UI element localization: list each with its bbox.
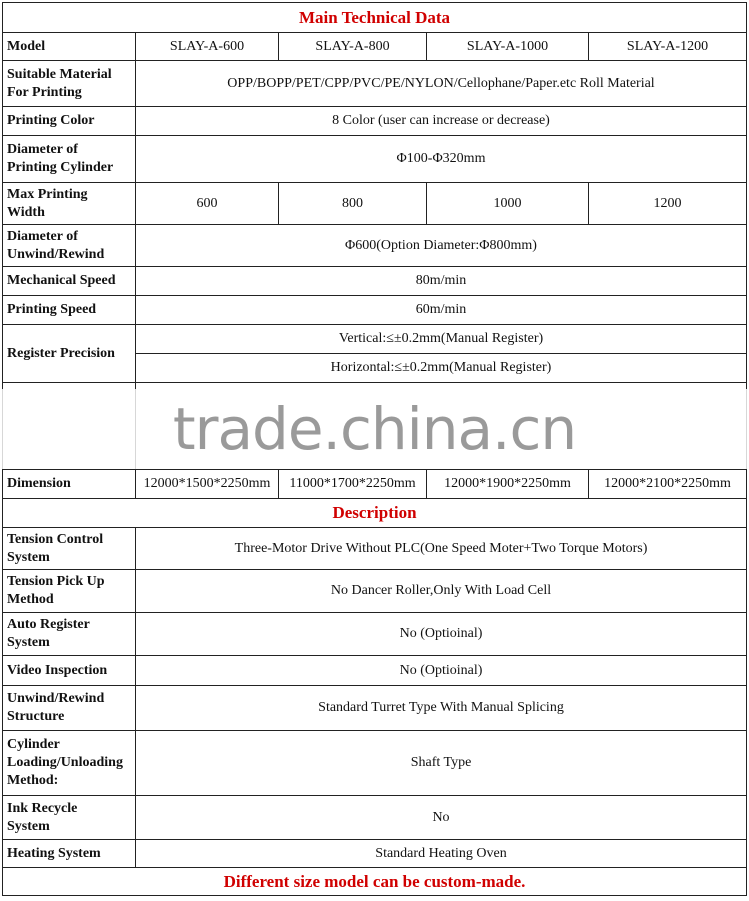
model-600: SLAY-A-600 [136,33,279,61]
tension-pickup-value: No Dancer Roller,Only With Load Cell [136,570,747,613]
register-horizontal-value: Horizontal:≤±0.2mm(Manual Register) [136,354,747,383]
dimension-800: 11000*1700*2250mm [279,470,427,499]
model-1000: SLAY-A-1000 [427,33,589,61]
suitable-material-label: Suitable Material For Printing [3,61,136,107]
ink-recycle-label: Ink Recycle System [3,796,136,840]
auto-register-value: No (Optioinal) [136,613,747,656]
cylinder-diameter-label: Diameter of Printing Cylinder [3,136,136,183]
model-label: Model [3,33,136,61]
heating-system-label: Heating System [3,840,136,868]
watermark-text: trade.china.cn [172,395,577,463]
width-800: 800 [279,183,427,225]
printing-speed-label: Printing Speed [3,296,136,325]
register-vertical-value: Vertical:≤±0.2mm(Manual Register) [136,325,747,354]
dimension-600: 12000*1500*2250mm [136,470,279,499]
mechanical-speed-value: 80m/min [136,267,747,296]
auto-register-label: Auto Register System [3,613,136,656]
unwind-rewind-value: Standard Turret Type With Manual Splicing [136,686,747,731]
width-1200: 1200 [589,183,747,225]
dimension-label: Dimension [3,470,136,499]
unwind-diameter-value: Φ600(Option Diameter:Φ800mm) [136,225,747,267]
width-600: 600 [136,183,279,225]
dimension-1200: 12000*2100*2250mm [589,470,747,499]
model-1200: SLAY-A-1200 [589,33,747,61]
ink-recycle-value: No [136,796,747,840]
unwind-diameter-label: Diameter of Unwind/Rewind [3,225,136,267]
suitable-material-value: OPP/BOPP/PET/CPP/PVC/PE/NYLON/Cellophane/Paper.etc Roll Material [136,61,747,107]
main-technical-data-header: Main Technical Data [3,3,747,33]
custom-made-footer: Different size model can be custom-made. [3,868,747,896]
dimension-1000: 12000*1900*2250mm [427,470,589,499]
printing-speed-value: 60m/min [136,296,747,325]
register-precision-label: Register Precision [3,325,136,383]
cylinder-loading-label: Cylinder Loading/Unloading Method: [3,731,136,796]
description-header: Description [3,499,747,528]
printing-color-value: 8 Color (user can increase or decrease) [136,107,747,136]
video-inspection-label: Video Inspection [3,656,136,686]
model-800: SLAY-A-800 [279,33,427,61]
mechanical-speed-label: Mechanical Speed [3,267,136,296]
tension-pickup-label: Tension Pick Up Method [3,570,136,613]
tension-control-label: Tension Control System [3,528,136,570]
unwind-rewind-label: Unwind/Rewind Structure [3,686,136,731]
heating-system-value: Standard Heating Oven [136,840,747,868]
printing-color-label: Printing Color [3,107,136,136]
cylinder-loading-value: Shaft Type [136,731,747,796]
video-inspection-value: No (Optioinal) [136,656,747,686]
tension-control-value: Three-Motor Drive Without PLC(One Speed Moter+Two Torque Motors) [136,528,747,570]
width-1000: 1000 [427,183,589,225]
cylinder-diameter-value: Φ100-Φ320mm [136,136,747,183]
max-printing-width-label: Max Printing Width [3,183,136,225]
